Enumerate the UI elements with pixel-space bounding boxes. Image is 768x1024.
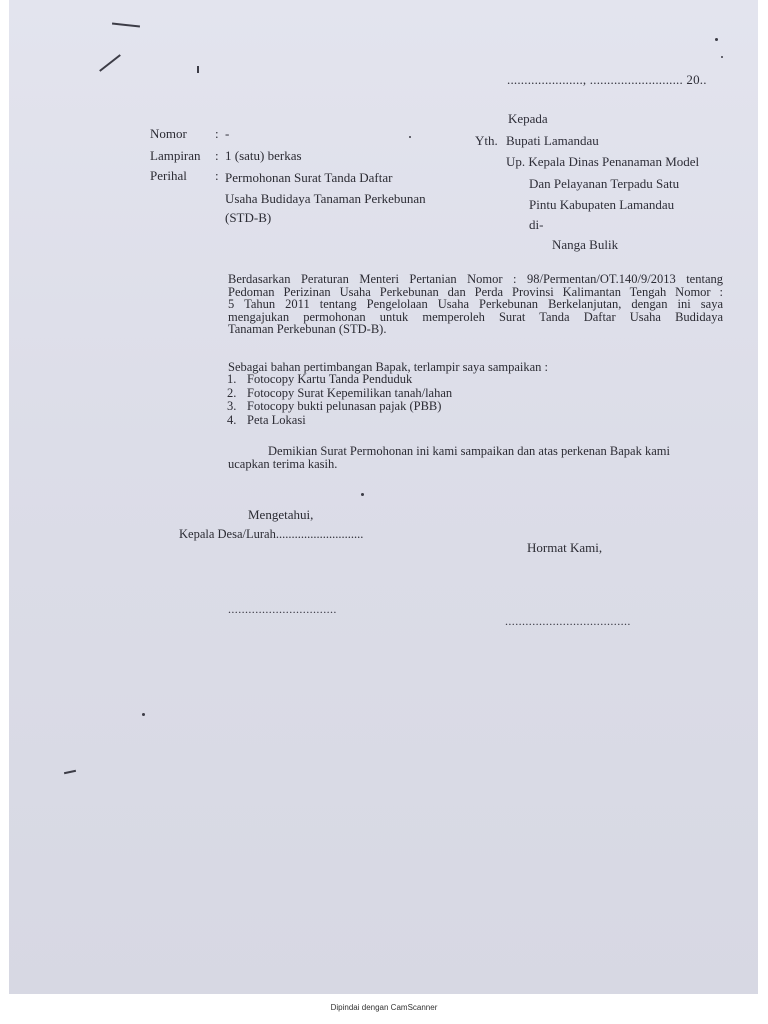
attachment-list bbox=[227, 373, 452, 427]
scanner-watermark: Dipindai dengan CamScanner bbox=[330, 1003, 438, 1012]
list-item-text: Peta Lokasi bbox=[247, 412, 306, 427]
list-item bbox=[227, 387, 452, 401]
closing-line: ucapkan terima kasih. bbox=[228, 457, 338, 471]
meta-label-lampiran: Lampiran bbox=[150, 148, 201, 163]
meta-label-nomor: Nomor bbox=[150, 126, 187, 141]
speck bbox=[361, 493, 364, 496]
list-item-number: 1. bbox=[227, 372, 237, 386]
closing-paragraph bbox=[228, 445, 718, 471]
recipient-bupati: Bupati Lamandau bbox=[506, 133, 599, 148]
kepala-desa-label: Kepala Desa/Lurah............................ bbox=[179, 527, 364, 541]
meta-colon: : bbox=[215, 126, 219, 141]
speck bbox=[721, 56, 723, 58]
meta-label-perihal: Perihal bbox=[150, 168, 187, 183]
body-paragraph bbox=[228, 273, 723, 336]
scanned-letter-page bbox=[9, 0, 758, 994]
meta-value-nomor: - bbox=[225, 126, 230, 141]
speck bbox=[409, 136, 411, 138]
list-item-text: Fotocopy Kartu Tanda Penduduk bbox=[247, 372, 413, 386]
pen-mark bbox=[197, 66, 199, 73]
body-line: 5 Tahun 2011 tentang Pengelolaan Usaha Perkebunan Berkelanjutan, dengan ini saya bbox=[228, 297, 723, 312]
meta-value-lampiran: 1 (satu) berkas bbox=[225, 148, 302, 163]
signature-line-left: ................................ bbox=[228, 602, 337, 616]
meta-value-perihal-cont: (STD-B) bbox=[225, 210, 272, 225]
list-item-number: 2. bbox=[227, 385, 237, 400]
recipient-city: Nanga Bulik bbox=[552, 237, 619, 252]
list-item-text: Fotocopy Surat Kepemilikan tanah/lahan bbox=[247, 385, 453, 400]
recipient-up-cont: Dan Pelayanan Terpadu Satu bbox=[529, 176, 680, 191]
list-item-number: 4. bbox=[227, 412, 237, 427]
body-line: Berdasarkan Peraturan Menteri Pertanian Nomor : 98/Permentan/OT.140/9/2013 tentang bbox=[228, 272, 723, 286]
body-line: Tanaman Perkebunan (STD-B). bbox=[228, 322, 387, 337]
list-item bbox=[227, 373, 452, 387]
meta-value-perihal-cont: Usaha Budidaya Tanaman Perkebunan bbox=[225, 191, 426, 206]
list-item-text: Fotocopy bukti pelunasan pajak (PBB) bbox=[247, 399, 442, 413]
body-line: Pedoman Perizinan Usaha Perkebunan dan Perda Provinsi Kalimantan Tengah Nomor : bbox=[228, 284, 723, 299]
body-line: mengajukan permohonan untuk memperoleh Surat Tanda Daftar Usaha Budidaya bbox=[228, 309, 723, 324]
recipient-di: di- bbox=[529, 217, 544, 232]
meta-colon: : bbox=[215, 148, 219, 163]
hormat-kami-label: Hormat Kami, bbox=[527, 540, 603, 555]
attachment-intro: Sebagai bahan pertimbangan Bapak, terlampir saya sampaikan : bbox=[228, 360, 549, 374]
pen-mark bbox=[99, 54, 121, 72]
speck bbox=[142, 713, 145, 716]
pen-mark bbox=[112, 23, 140, 28]
recipient-yth: Yth. bbox=[475, 133, 498, 148]
list-item bbox=[227, 414, 452, 428]
recipient-up: Up. Kepala Dinas Penanaman Model bbox=[506, 154, 700, 169]
closing-line: Demikian Surat Permohonan ini kami sampaikan dan atas perkenan Bapak kami bbox=[268, 444, 670, 458]
date-line: ......................, ........................... 20.. bbox=[507, 72, 707, 87]
signature-line-right: ..................................... bbox=[505, 614, 631, 628]
meta-colon: : bbox=[215, 168, 219, 183]
pen-mark bbox=[64, 770, 76, 774]
recipient-up-cont: Pintu Kabupaten Lamandau bbox=[529, 197, 675, 212]
recipient-kepada: Kepada bbox=[508, 111, 548, 126]
mengetahui-label: Mengetahui, bbox=[248, 507, 314, 522]
speck bbox=[715, 38, 718, 41]
list-item bbox=[227, 400, 452, 414]
list-item-number: 3. bbox=[227, 399, 237, 413]
meta-value-perihal: Permohonan Surat Tanda Daftar bbox=[225, 170, 393, 185]
